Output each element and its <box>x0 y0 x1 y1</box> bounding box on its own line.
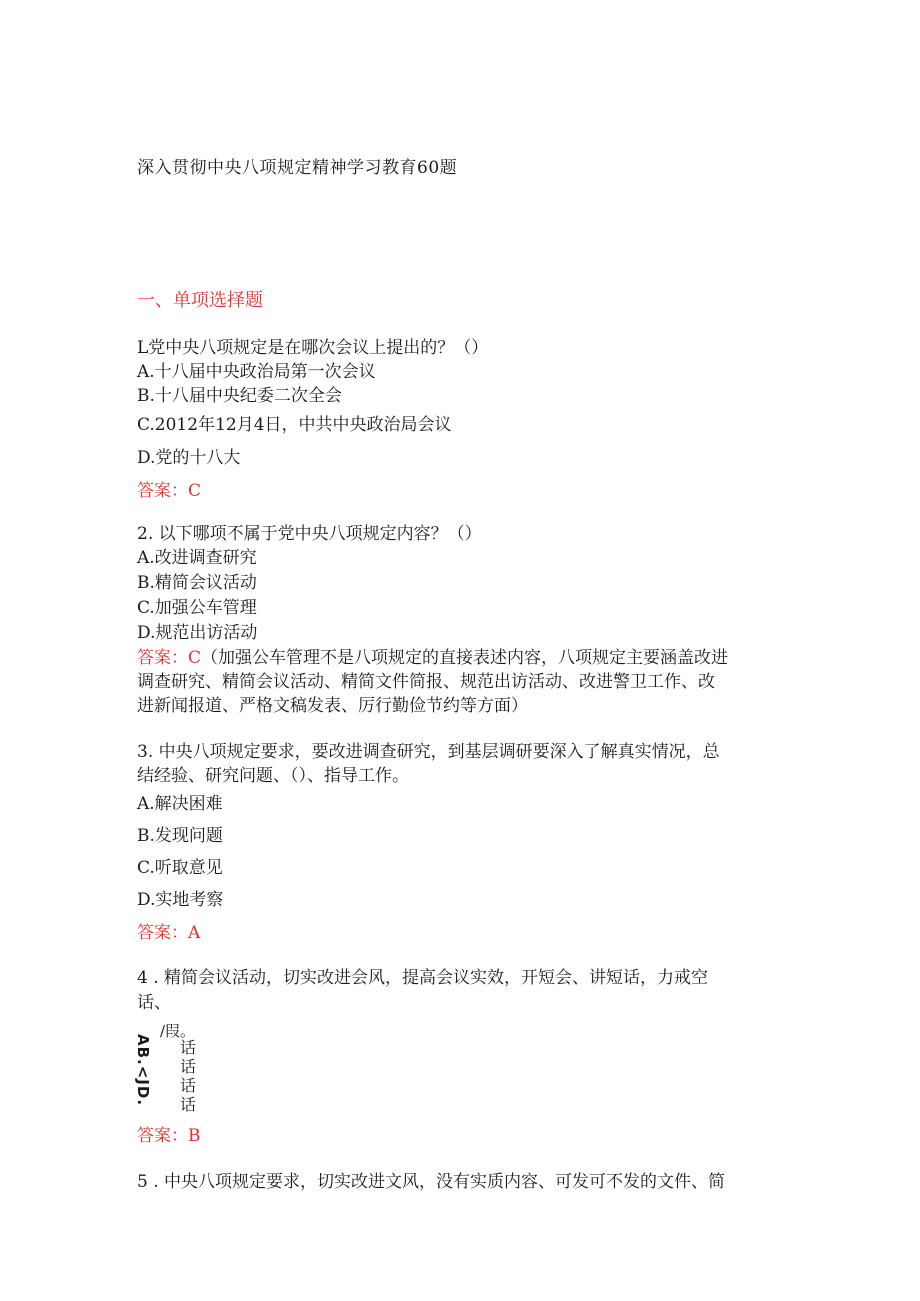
question-2-option-b: B.精简会议活动 <box>137 573 257 593</box>
document-title: 深入贯彻中央八项规定精神学习教育60题 <box>137 158 458 178</box>
question-1-answer: 答案：C <box>137 481 202 501</box>
question-2-option-a: A.改进调查研究 <box>137 548 257 568</box>
question-2-answer-note-1: （加强公车管理不是八项规定的直接表述内容，八项规定主要涵盖改进 <box>201 648 729 668</box>
question-2-option-d: D.规范出访活动 <box>137 623 258 643</box>
question-4-option-text: 话 <box>180 1038 197 1057</box>
question-4-garbled-options <box>180 1038 196 1114</box>
question-3-option-d: D.实地考察 <box>137 890 224 910</box>
section-heading: 一、单项选择题 <box>137 290 263 311</box>
question-2-option-c: C.加强公车管理 <box>137 598 257 618</box>
question-2-stem: 2. 以下哪项不属于党中央八项规定内容？（） <box>137 524 482 544</box>
question-4-garbled-mark: /叚。 <box>160 1022 196 1040</box>
question-2-answer-label: 答案：C <box>137 648 202 668</box>
question-4-stem-line-1: 4 . 精简会议活动，切实改进会风，提高会议实效，开短会、讲短话，力戒空 <box>137 968 709 988</box>
question-2-answer <box>137 646 728 670</box>
question-4-option-text: 话 <box>180 1076 197 1095</box>
question-4-option-text: 话 <box>180 1095 197 1114</box>
question-3-answer: 答案：A <box>137 923 201 943</box>
question-2-answer-note-2: 调查研究、精简会议活动、精简文件简报、规范出访活动、改进警卫工作、改 <box>137 672 715 692</box>
question-1-option-a: A.十八届中央政治局第一次会议 <box>137 362 376 382</box>
question-4-garbled-option-letters: AB.<JD. <box>134 1034 152 1107</box>
question-3-option-b: B.发现问题 <box>137 826 223 846</box>
question-5-stem: 5 . 中央八项规定要求，切实改进文风，没有实质内容、可发可不发的文件、简 <box>137 1172 726 1192</box>
question-1-option-c: C.2012年12月4日，中共中央政治局会议 <box>137 415 452 435</box>
question-2-answer-note-3: 进新闻报道、严格文稿发表、厉行勤俭节约等方面） <box>137 696 528 716</box>
question-4-stem-line-2: 话、 <box>137 993 171 1013</box>
question-3-stem-line-2: 结经验、研究问题、（）、指导工作。 <box>137 766 409 786</box>
question-4-option-text: 话 <box>180 1057 197 1076</box>
question-1-option-b: B.十八届中央纪委二次全会 <box>137 386 342 406</box>
question-3-option-c: C.听取意见 <box>137 858 223 878</box>
question-3-stem-line-1: 3. 中央八项规定要求，要改进调查研究，到基层调研要深入了解真实情况，总 <box>137 742 720 762</box>
question-1-stem: L党中央八项规定是在哪次会议上提出的？（） <box>137 338 489 358</box>
question-3-option-a: A.解决困难 <box>137 794 223 814</box>
question-4-answer: 答案：B <box>137 1126 201 1146</box>
question-1-option-d: D.党的十八大 <box>137 448 241 468</box>
